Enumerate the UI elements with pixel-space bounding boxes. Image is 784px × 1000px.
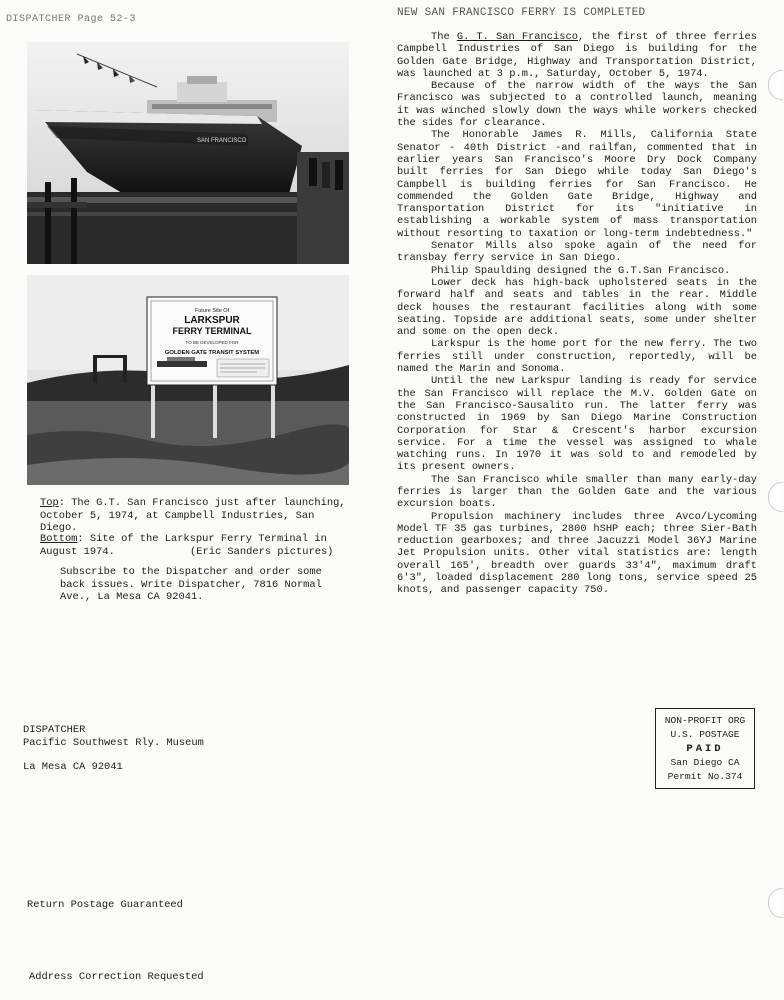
article-text: , the first of three ferries Campbell Industries of San Diego is building for the Golden Gate Bridge, Highway and Transportation District, was launched at 3 p.m., Saturday, October 5, 1974. <box>397 31 757 80</box>
article-paragraph: Philip Spaulding designed the G.T.San Francisco. <box>431 264 731 277</box>
article-paragraph: Senator Mills also spoke again of the need for transbay ferry service in San Diego. <box>397 240 757 265</box>
ferry-launch-photo <box>27 42 349 264</box>
return-address-line: DISPATCHER <box>23 724 86 736</box>
postage-line: Permit No.374 <box>667 771 743 782</box>
article-paragraph: Lower deck has high-back upholstered seats in the forward half and seats and tables in the rear. Middle deck houses the restaurant facilities along with some seating. Topside are additional seats, some under shelter and some on the open deck. <box>397 276 757 339</box>
binder-hole <box>768 888 783 918</box>
address-correction-note: Address Correction Requested <box>29 971 204 983</box>
article-paragraph: Larkspur is the home port for the new ferry. The two ferries still under construction, reportedly, will be named the Marin and Sonoma. <box>397 338 757 376</box>
article-paragraph: Because of the narrow width of the ways the San Francisco was subjected to a controlled launch, meaning it was winched slowly down the ways while workers checked the sides for clearance. <box>397 80 757 130</box>
article-body <box>397 31 757 597</box>
return-address <box>23 724 204 774</box>
subscribe-note: Subscribe to the Dispatcher and order some back issues. Write Dispatcher, 7816 Normal Ave., La Mesa CA 92041. <box>60 566 322 603</box>
postage-paid: PAID <box>686 743 724 755</box>
sign-line-4: TO BE DEVELOPED FOR <box>185 340 239 345</box>
return-postage-note: Return Postage Guaranteed <box>27 899 183 911</box>
postage-line: U.S. POSTAGE <box>670 729 740 740</box>
photo-credit-row <box>40 546 355 559</box>
article-paragraph: The San Francisco while smaller than many early-day ferries is larger than the Golden Gate and the various excursion boats. <box>397 473 757 511</box>
sign-line-5: GOLDEN GATE TRANSIT SYSTEM <box>164 350 260 356</box>
article-paragraph: Until the new Larkspur landing is ready for service the San Francisco will replace the M.V. Golden Gate on the San Francisco-Sausalito run. The latter ferry was constructed in 1969 by San Diego Marine Construction Corporation for Star & Crescent's harbor excursion service. For a time the vessel was assigned to whale watching runs. In 1970 it was sold to and remodeled by its present owners. <box>397 375 757 474</box>
article-paragraph: Propulsion machinery includes three Avco/Lycoming Model TF 35 gas turbines, 2800 hSHP each; three Sier-Bath reduction gearboxes; and three Jacuzzi Model 36YJ Marine Jet Propulsion units. Other vital statistics are: length overall 165', breadth over guards 33'4", maximum draft 6'3", loaded displacement 280 long tons, service speed 25 knots, and passenger capacity 750. <box>397 510 757 597</box>
return-address-line: Pacific Southwest Rly. Museum <box>23 736 204 749</box>
sign-line-3: FERRY TERMINAL <box>172 326 252 336</box>
caption-top <box>40 497 355 535</box>
caption-top-label: Top <box>40 497 59 509</box>
article-paragraph <box>397 31 757 80</box>
caption-top-text: : The G.T. San Francisco just after launching, October 5, 1974, at Campbell Industries, San Diego. <box>40 497 346 534</box>
sign-line-1: Future Site Of <box>194 308 230 314</box>
binder-hole <box>768 70 783 100</box>
postage-line: NON-PROFIT ORG <box>664 715 746 726</box>
ferry-name: G. T. San Francisco <box>456 31 578 43</box>
article-paragraph: The Honorable James R. Mills, California State Senator - 40th District -and railfan, commented that in earlier years San Francisco's Moore Dry Dock Company built ferries for San Diego while today San Diego's Campbell is building ferries for San Francisco. He commended the Golden Gate Bridge, Highway and Transportation District for its "initiative in establishing a workable system of mass transportation without resorting to taxation or long-term indebtedness." <box>397 129 757 240</box>
return-address-line: La Mesa CA 92041 <box>23 761 123 773</box>
caption-bottom-label: Bottom <box>40 533 78 545</box>
photo-credit: (Eric Sanders pictures) <box>190 546 334 558</box>
hull-name: SAN FRANCISCO <box>197 138 247 144</box>
caption-bottom-text: : Site of the Larkspur Ferry Terminal in August 1974. <box>40 533 327 558</box>
postage-line: San Diego CA <box>670 757 740 768</box>
page-header: DISPATCHER Page 52-3 <box>6 14 137 25</box>
binder-hole <box>768 482 783 512</box>
larkspur-site-photo <box>27 275 349 485</box>
article-text: The <box>431 31 457 43</box>
sign-line-2: LARKSPUR <box>184 315 240 326</box>
postage-indicia <box>655 708 755 789</box>
article-title: NEW SAN FRANCISCO FERRY IS COMPLETED <box>397 7 646 19</box>
